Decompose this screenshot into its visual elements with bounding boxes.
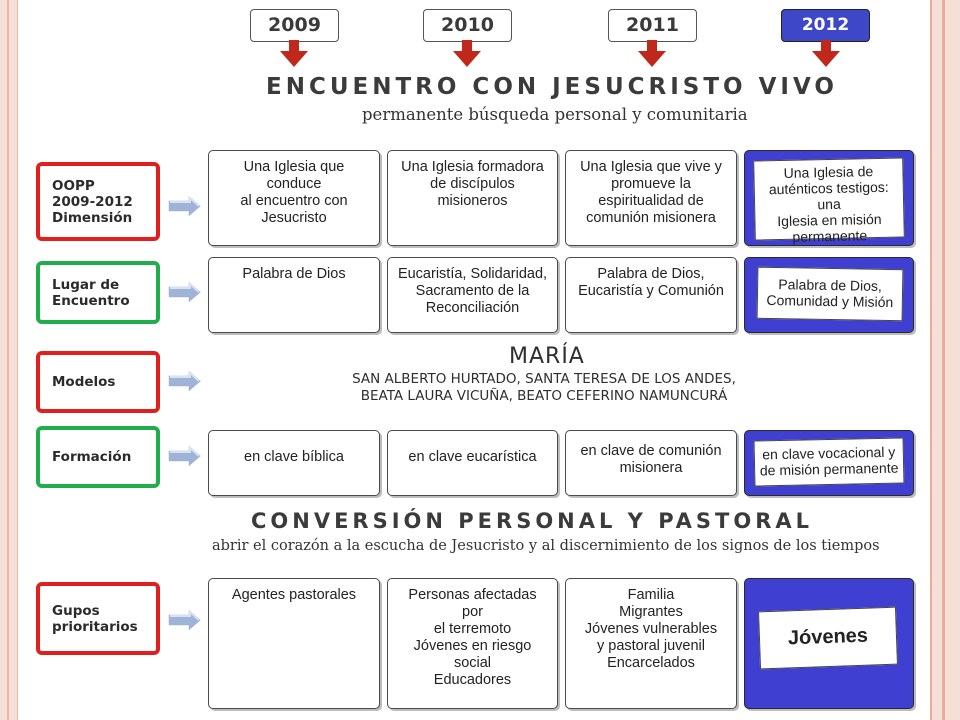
left-margin-decoration (0, 0, 18, 720)
oopp-cell-2011: Una Iglesia que vive y promueve la espiritualidad de comunión misionera (565, 150, 737, 246)
chevron-right-icon (166, 606, 204, 634)
grupos-cell-2012 (744, 578, 914, 709)
year-tab-2009: 2009 (250, 9, 339, 42)
formacion-cell-2011: en clave de comunión misionera (565, 430, 737, 496)
lugar-cell-2010: Eucaristía, Solidaridad, Sacramento de la Reconciliación (387, 257, 558, 333)
lugar-cell-2011: Palabra de Dios, Eucaristía y Comunión (565, 257, 737, 333)
year-tab-2012: 2012 (781, 9, 870, 42)
grupos-cell-2009: Agentes pastorales (208, 578, 380, 709)
row-label-formacion: Formación (36, 426, 160, 488)
oopp-cell-2012 (744, 150, 914, 246)
formacion-cell-2012 (744, 430, 914, 496)
row-label-lugar: Lugar de Encuentro (36, 261, 160, 324)
grupos-cell-2010: Personas afectadas por el terremoto Jóvenes en riesgo social Educadores (387, 578, 558, 709)
section-subtitle: abrir el corazón a la escucha de Jesucristo y al discernimiento de los signos de los tiempos (212, 538, 880, 554)
chevron-right-icon (166, 367, 204, 395)
row-label-oopp: OOPP 2009-2012 Dimensión (36, 162, 160, 241)
grupos-card-2012: Jóvenes (758, 607, 898, 670)
formacion-cell-2009: en clave bíblica (208, 430, 380, 496)
oopp-card-2012: Una Iglesia de auténticos testigos: una Iglesia en misión permanente (753, 157, 905, 240)
formacion-card-2012: en clave vocacional y de misión permanente (754, 437, 905, 486)
chevron-right-icon (166, 278, 204, 306)
main-title: ENCUENTRO CON JESUCRISTO VIVO (266, 74, 838, 100)
main-subtitle: permanente búsqueda personal y comunitaria (362, 105, 748, 124)
lugar-cell-2009: Palabra de Dios (208, 257, 380, 333)
year-tab-2011: 2011 (608, 9, 697, 42)
chevron-right-icon (166, 192, 204, 220)
formacion-cell-2010: en clave eucarística (387, 430, 558, 496)
models-list: SAN ALBERTO HURTADO, SANTA TERESA DE LOS ANDES, BEATA LAURA VICUÑA, BEATO CEFERINO NAMUNCURÁ (352, 371, 736, 404)
grupos-cell-2011: Familia Migrantes Jóvenes vulnerables y pastoral juvenil Encarcelados (565, 578, 737, 709)
models-title: MARÍA (509, 344, 585, 369)
right-margin-decoration (930, 0, 960, 720)
year-tab-2010: 2010 (423, 9, 512, 42)
row-label-modelos: Modelos (36, 351, 160, 413)
lugar-card-2012: Palabra de Dios, Comunidad y Misión (757, 267, 904, 322)
section-title: CONVERSIÓN PERSONAL Y PASTORAL (251, 509, 814, 533)
chevron-right-icon (166, 442, 204, 470)
oopp-cell-2009: Una Iglesia que conduce al encuentro con Jesucristo (208, 150, 380, 246)
oopp-cell-2010: Una Iglesia formadora de discípulos misioneros (387, 150, 558, 246)
row-label-grupos: Gupos prioritarios (36, 582, 160, 655)
lugar-cell-2012 (744, 257, 914, 333)
